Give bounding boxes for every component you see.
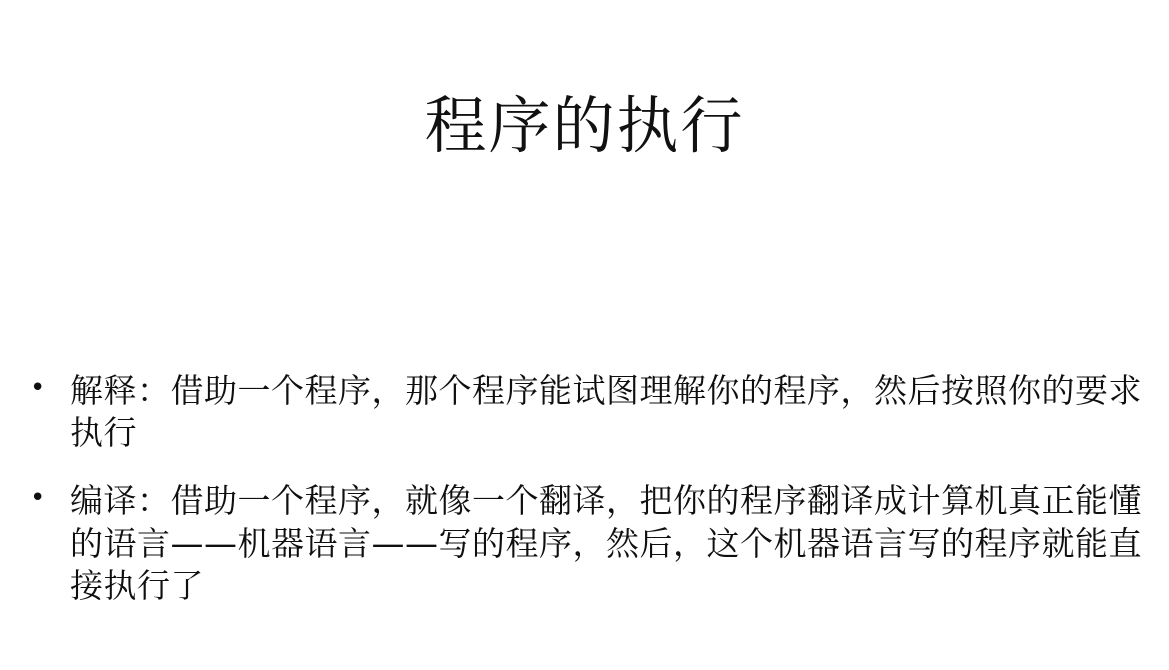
page-title: 程序的执行 bbox=[424, 88, 745, 162]
bullet-list bbox=[18, 370, 1148, 633]
bullet-marker-icon: • bbox=[30, 483, 46, 514]
list-item bbox=[18, 480, 1148, 607]
bullet-marker-icon: • bbox=[30, 373, 46, 403]
list-item-text: 解释：借助一个程序，那个程序能试图理解你的程序，然后按照你的要求执行 bbox=[70, 371, 1142, 453]
list-item-text: 编译：借助一个程序，就像一个翻译，把你的程序翻译成计算机真正能懂的语言——机器语言——写的程序，然后，这个机器语言写的程序就能直接执行了 bbox=[70, 481, 1142, 605]
list-item bbox=[18, 370, 1148, 454]
